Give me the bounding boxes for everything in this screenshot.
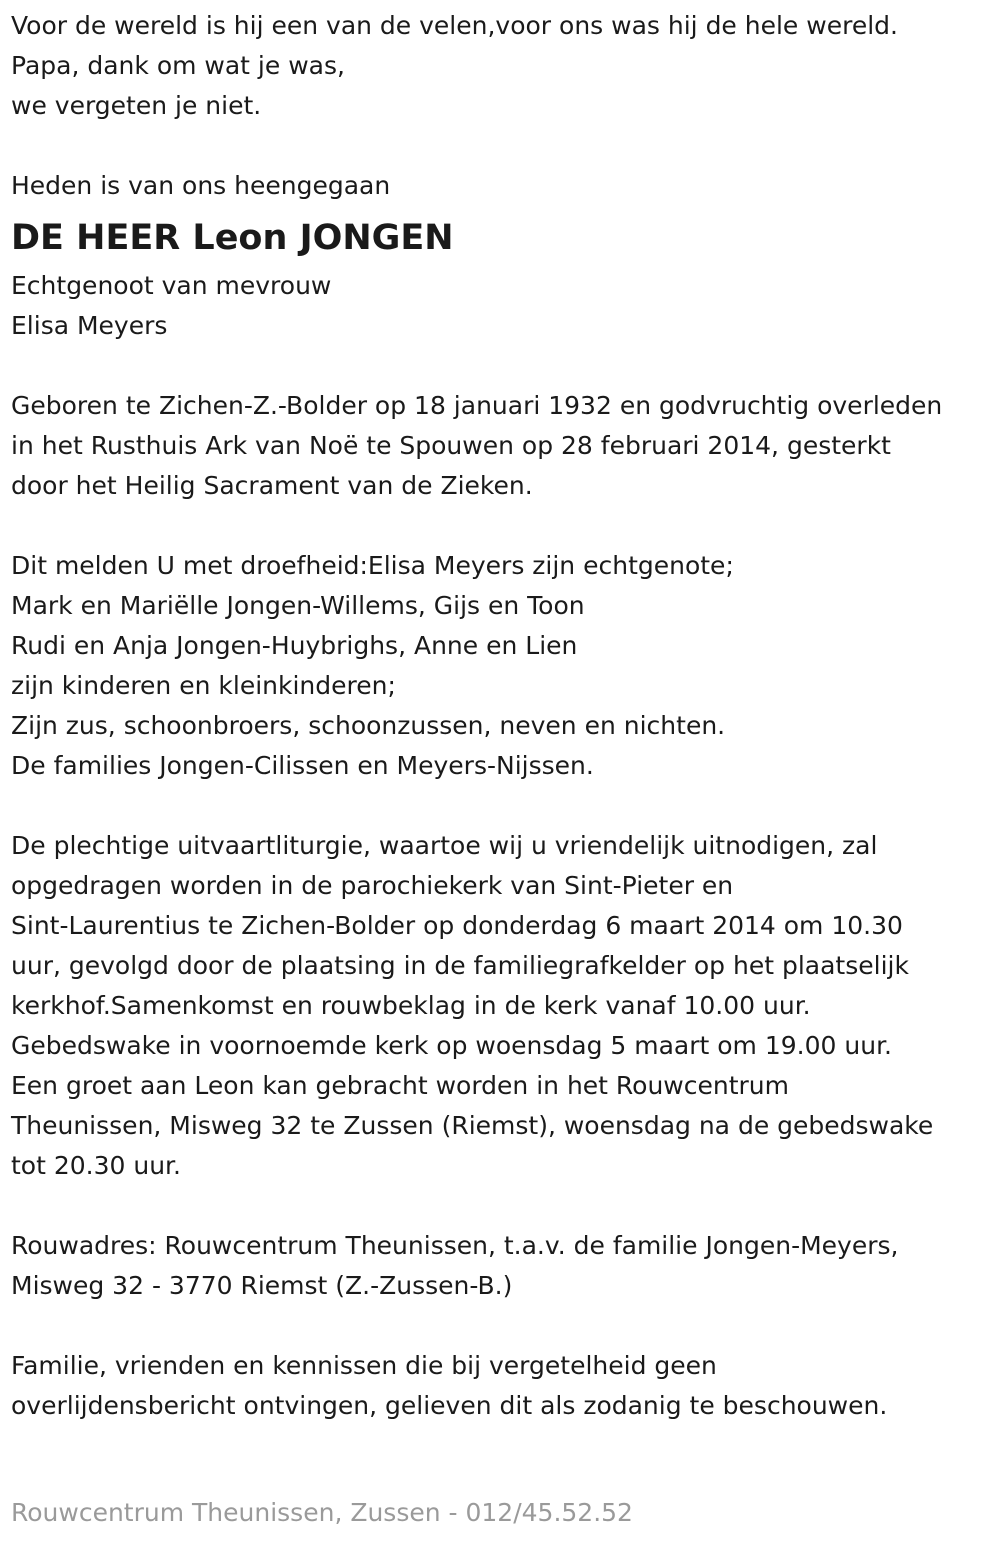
birth-death-block: [11, 386, 991, 506]
funeral-line: Gebedswake in voornoemde kerk op woensdag 5 maart om 19.00 uur.: [11, 1031, 892, 1060]
footer-contact: Rouwcentrum Theunissen, Zussen - 012/45.52.52: [11, 1498, 633, 1527]
address-line: Rouwadres: Rouwcentrum Theunissen, t.a.v. de familie Jongen-Meyers,: [11, 1231, 899, 1260]
spacer: [11, 786, 991, 826]
funeral-line: Sint-Laurentius te Zichen-Bolder op donderdag 6 maart 2014 om 10.30: [11, 911, 903, 940]
motto-line: Voor de wereld is hij een van de velen,voor ons was hij de hele wereld.: [11, 11, 898, 40]
funeral-line: De plechtige uitvaartliturgie, waartoe wij u vriendelijk uitnodigen, zal: [11, 831, 878, 860]
family-line: Dit melden U met droefheid:Elisa Meyers zijn echtgenote;: [11, 551, 734, 580]
funeral-line: tot 20.30 uur.: [11, 1151, 181, 1180]
spacer: [11, 506, 991, 546]
funeral-line: Een groet aan Leon kan gebracht worden in het Rouwcentrum: [11, 1071, 790, 1100]
funeral-line: kerkhof.Samenkomst en rouwbeklag in de kerk vanaf 10.00 uur.: [11, 991, 811, 1020]
family-line: Mark en Mariëlle Jongen-Willems, Gijs en Toon: [11, 591, 585, 620]
birth-death-line: in het Rusthuis Ark van Noë te Spouwen op 28 februari 2014, gesterkt: [11, 431, 891, 460]
motto-line: we vergeten je niet.: [11, 91, 262, 120]
closing-line: overlijdensbericht ontvingen, gelieven dit als zodanig te beschouwen.: [11, 1391, 888, 1420]
address-block: [11, 1226, 991, 1306]
spouse-line: Elisa Meyers: [11, 311, 168, 340]
family-line: zijn kinderen en kleinkinderen;: [11, 671, 396, 700]
closing-block: [11, 1346, 991, 1426]
spouse-line: Echtgenoot van mevrouw: [11, 271, 332, 300]
spacer: [11, 126, 991, 166]
birth-death-line: Geboren te Zichen-Z.-Bolder op 18 januari 1932 en godvruchtig overleden: [11, 391, 943, 420]
funeral-line: opgedragen worden in de parochiekerk van Sint-Pieter en: [11, 871, 734, 900]
birth-death-line: door het Heilig Sacrament van de Zieken.: [11, 471, 533, 500]
motto-line: Papa, dank om wat je was,: [11, 51, 345, 80]
deceased-name: DE HEER Leon JONGEN: [11, 218, 454, 258]
funeral-line: Theunissen, Misweg 32 te Zussen (Riemst), woensdag na de gebedswake: [11, 1111, 934, 1140]
obituary-notice: [11, 6, 991, 1426]
family-line: De families Jongen-Cilissen en Meyers-Nijssen.: [11, 751, 594, 780]
intro-text: Heden is van ons heengegaan: [11, 171, 391, 200]
spacer: [11, 346, 991, 386]
spouse-block: [11, 266, 991, 346]
funeral-line: uur, gevolgd door de plaatsing in de familiegrafkelder op het plaatselijk: [11, 951, 909, 980]
family-line: Rudi en Anja Jongen-Huybrighs, Anne en Lien: [11, 631, 578, 660]
spacer: [11, 1306, 991, 1346]
closing-line: Familie, vrienden en kennissen die bij vergetelheid geen: [11, 1351, 717, 1380]
motto-block: [11, 6, 991, 126]
funeral-block: [11, 826, 991, 1186]
family-line: Zijn zus, schoonbroers, schoonzussen, neven en nichten.: [11, 711, 726, 740]
spacer: [11, 1186, 991, 1226]
family-block: [11, 546, 991, 786]
address-line: Misweg 32 - 3770 Riemst (Z.-Zussen-B.): [11, 1271, 513, 1300]
